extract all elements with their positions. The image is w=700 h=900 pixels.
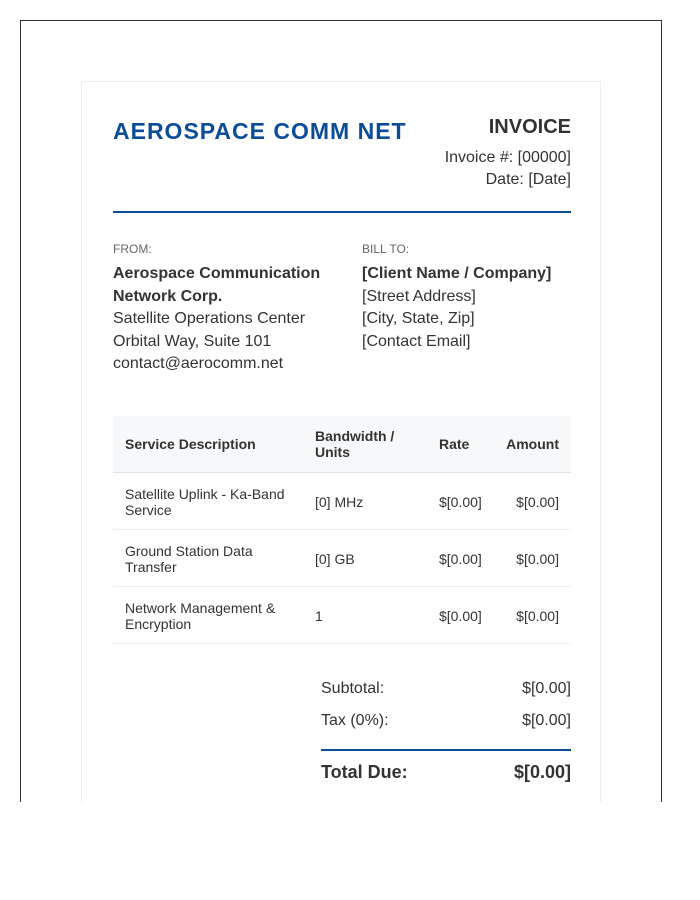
row-units: 1	[315, 608, 323, 624]
row-description	[125, 543, 305, 575]
row-amount: $[0.00]	[516, 551, 559, 567]
subtotal-value: $[0.00]	[522, 680, 571, 697]
header-description: Service Description	[125, 436, 256, 452]
subtotal-row	[321, 680, 571, 712]
header-rate: Rate	[439, 436, 470, 452]
row-description-line2: Transfer	[125, 559, 177, 575]
from-address1: Satellite Operations Center	[113, 310, 306, 327]
row-description	[125, 486, 305, 518]
bill-to-label: BILL TO:	[362, 242, 410, 256]
from-label: FROM:	[113, 242, 152, 256]
bill-to-city: [City, State, Zip]	[362, 310, 475, 327]
row-amount: $[0.00]	[516, 608, 559, 624]
invoice-number: Invoice #: [00000]	[444, 149, 571, 166]
header-units-line1: Bandwidth /	[315, 428, 395, 444]
from-block	[113, 242, 343, 376]
table-header	[113, 416, 571, 473]
table-row	[113, 473, 571, 530]
tax-value: $[0.00]	[522, 712, 571, 729]
row-description-line1: Satellite Uplink - Ka-Band	[125, 486, 285, 502]
header-units	[315, 428, 425, 460]
row-rate: $[0.00]	[439, 551, 482, 567]
row-amount: $[0.00]	[516, 494, 559, 510]
row-description	[125, 600, 305, 632]
row-rate: $[0.00]	[439, 494, 482, 510]
bill-to-client-name: [Client Name / Company]	[362, 265, 552, 282]
row-description-line2: Service	[125, 502, 172, 518]
subtotal-label: Subtotal:	[321, 680, 385, 697]
invoice-sheet	[81, 81, 601, 802]
invoice-title: INVOICE	[488, 116, 571, 138]
header-units-line2: Units	[315, 444, 350, 460]
total-due-value: $[0.00]	[513, 762, 571, 782]
total-due-label: Total Due:	[321, 762, 408, 782]
header-amount: Amount	[506, 436, 559, 452]
bill-to-street: [Street Address]	[362, 287, 476, 305]
bill-to-email: [Contact Email]	[362, 332, 471, 350]
invoice-header	[113, 115, 571, 211]
row-units: [0] GB	[315, 551, 355, 567]
header-divider	[113, 211, 571, 213]
totals-divider	[321, 749, 571, 751]
bill-to-block	[362, 242, 592, 353]
from-company-line2: Network Corp.	[113, 287, 223, 305]
table-row	[113, 587, 571, 644]
tax-label: Tax (0%):	[321, 712, 389, 729]
from-company-line1: Aerospace Communication	[113, 265, 321, 282]
services-table	[113, 416, 571, 644]
tax-row	[321, 712, 571, 744]
row-description-line1: Network Management &	[125, 600, 276, 616]
from-email: contact@aerocomm.net	[113, 355, 284, 372]
totals-block	[321, 680, 571, 744]
company-name: AEROSPACE COMM NET	[113, 118, 407, 144]
row-units: [0] MHz	[315, 494, 364, 510]
row-rate: $[0.00]	[439, 608, 482, 624]
row-description-line1: Ground Station Data	[125, 543, 253, 559]
table-row	[113, 530, 571, 587]
invoice-date: Date: [Date]	[485, 171, 571, 188]
row-description-line2: Encryption	[125, 616, 192, 632]
from-address2: Orbital Way, Suite 101	[113, 332, 272, 350]
